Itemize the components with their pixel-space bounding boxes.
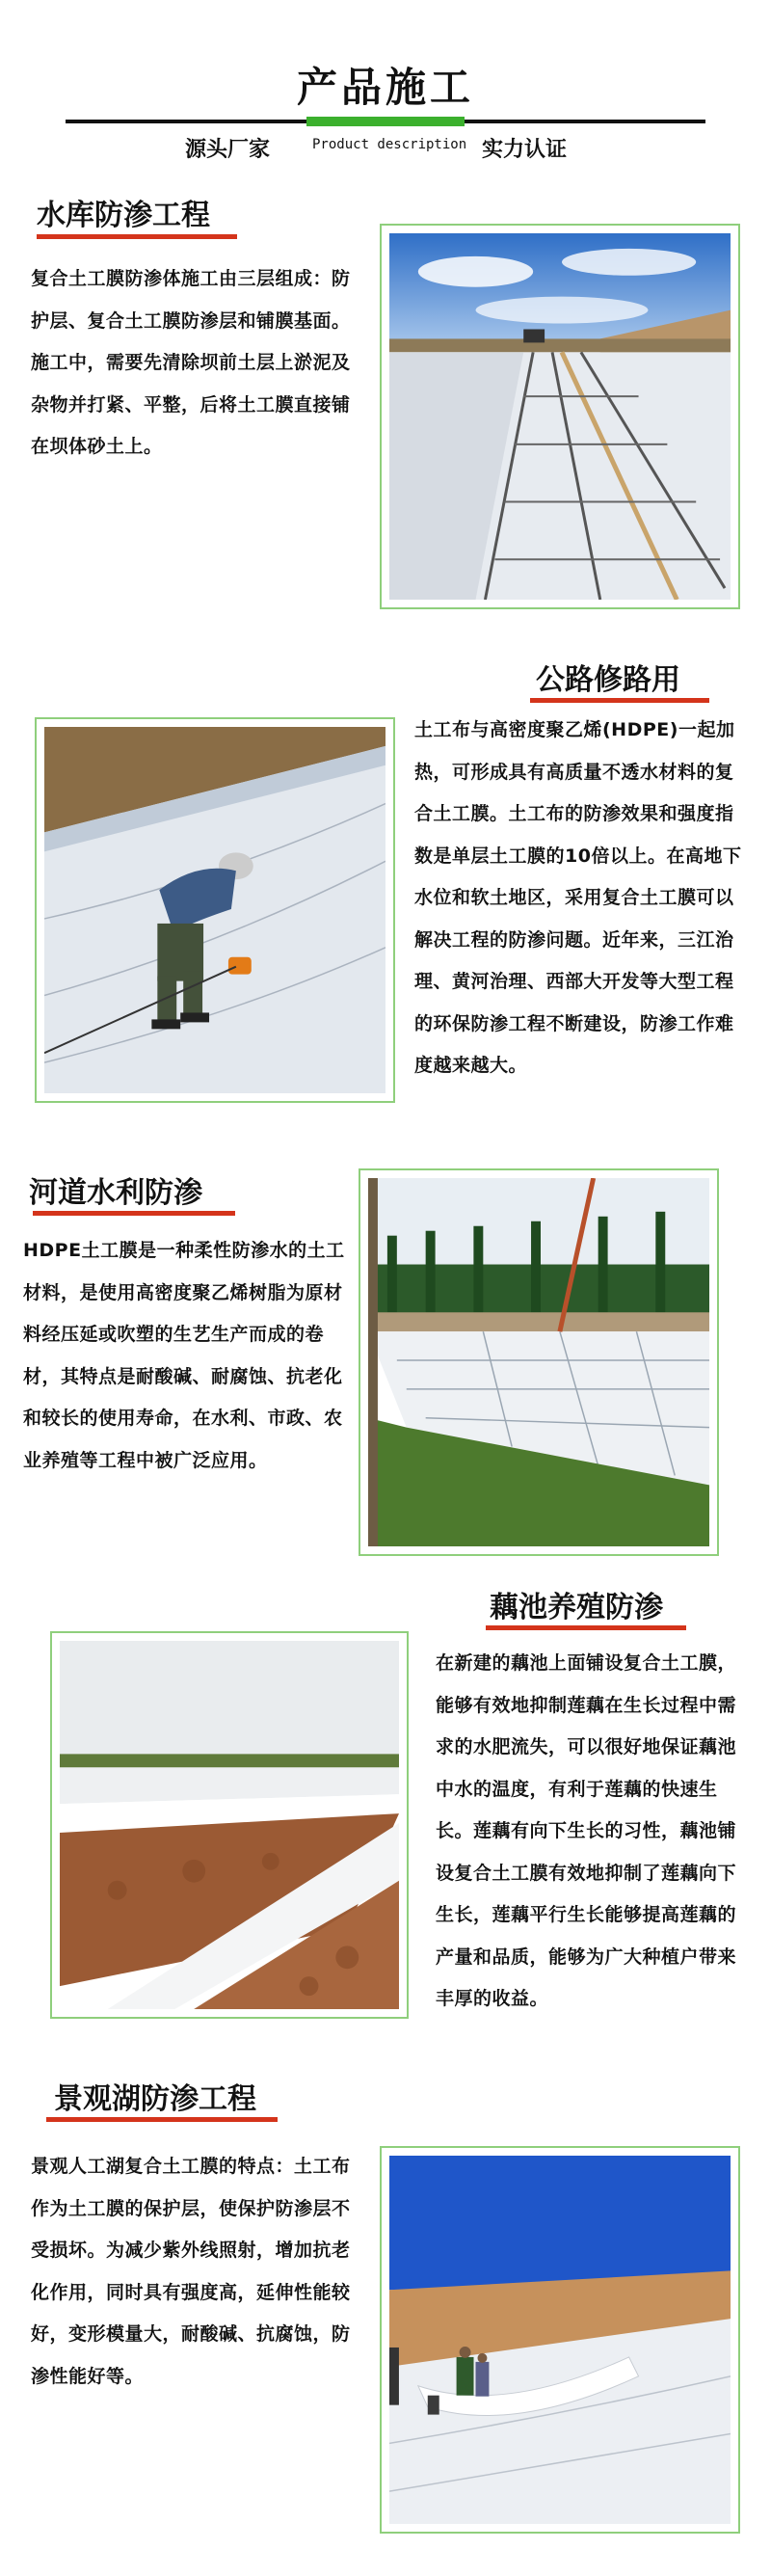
section-underline [486, 1625, 686, 1630]
page-title: 产品施工 [296, 64, 474, 111]
photo-lotus [50, 1631, 409, 2019]
section-title-highway: 公路修路用 [536, 663, 680, 697]
section-title-reservoir: 水库防渗工程 [37, 199, 210, 232]
header-right-label: 实力认证 [482, 138, 568, 162]
photo-highway [35, 717, 395, 1103]
header-mid-label: Product description [312, 137, 467, 152]
photo-lake [380, 2146, 740, 2534]
section-title-river: 河道水利防渗 [29, 1176, 202, 1210]
header-divider-accent [306, 117, 465, 126]
section-title-lake: 景观湖防渗工程 [54, 2082, 256, 2116]
photo-reservoir [380, 224, 740, 609]
landscape-lake-image [389, 2156, 731, 2524]
reservoir-image [389, 233, 731, 600]
photo-river [359, 1168, 719, 1556]
river-image [368, 1178, 709, 1546]
header-left-label: 源头厂家 [185, 138, 271, 162]
section-title-lotus: 藕池养殖防渗 [490, 1591, 663, 1624]
section-text-lake: 景观人工湖复合土工膜的特点：土工布作为土工膜的保护层，使保护防渗层不受损坏。为减少紫外线照射，增加抗老化作用，同时具有强度高，延伸性能较好，变形模量大，耐酸碱、抗腐蚀，防渗性能好等。 [31, 2156, 351, 2387]
section-text-reservoir: 复合土工膜防渗体施工由三层组成：防护层、复合土工膜防渗层和铺膜基面。施工中，需要先清除坝前土层上淤泥及杂物并打紧、平整，后将土工膜直接铺在坝体砂土上。 [31, 268, 351, 457]
section-underline [37, 234, 237, 239]
lotus-pond-image [60, 1641, 399, 2009]
section-underline [33, 1211, 235, 1216]
section-underline [46, 2117, 278, 2122]
section-underline [530, 698, 709, 703]
section-text-lotus: 在新建的藕池上面铺设复合土工膜，能够有效地抑制莲藕在生长过程中需求的水肥流失，可以很好地保证藕池中水的温度，有利于莲藕的快速生长。莲藕有向下生长的习性，藕池铺设复合土工膜有效地抑制了莲藕向下生长，莲藕平行生长能够提高莲藕的产量和品质，能够为广大种植户带来丰厚的收益。 [436, 1652, 737, 2009]
section-text-river: HDPE土工膜是一种柔性防渗水的土工材料，是使用高密度聚乙烯树脂为原材料经压延或吹塑的生艺生产而成的卷材，其特点是耐酸碱、耐腐蚀、抗老化和较长的使用寿命，在水利、市政、农业养殖等工程中被广泛应用。 [23, 1240, 345, 1471]
highway-image [44, 727, 386, 1093]
section-text-highway: 土工布与高密度聚乙烯(HDPE)一起加热，可形成具有高质量不透水材料的复合土工膜。土工布的防渗效果和强度指数是单层土工膜的10倍以上。在高地下水位和软土地区，采用复合土工膜可以解决工程的防渗问题。近年来，三江治理、黄河治理、西部大开发等大型工程的环保防渗工程不断建设，防渗工作难度越来越大。 [414, 719, 742, 1076]
